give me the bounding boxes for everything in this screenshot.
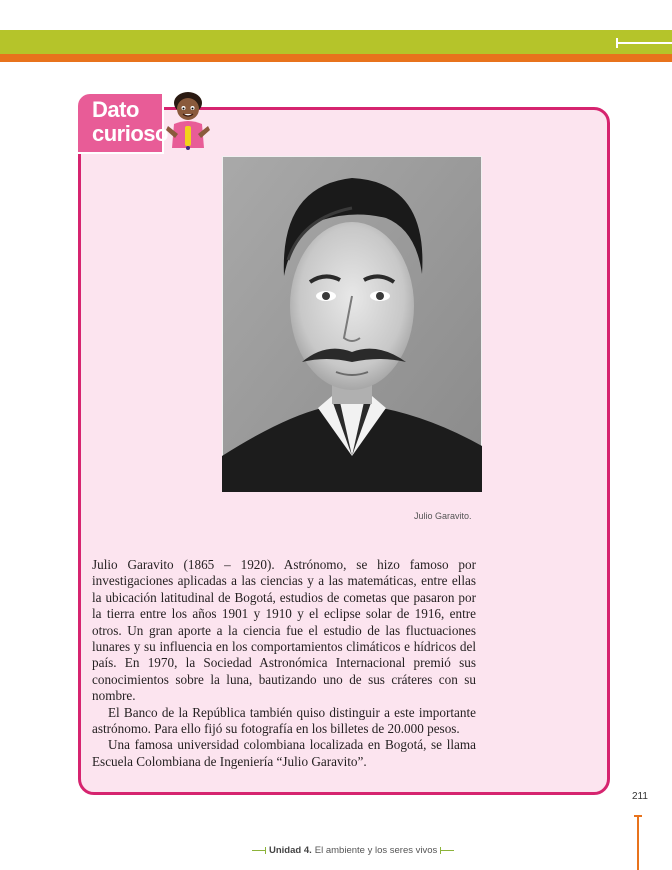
- paragraph-1: Julio Garavito (1865 – 1920). Astrónomo, se hizo famoso por investigaciones aplicadas a las ciencias y a las matemáticas, entre ellas la ubicación latitudinal de Bogotá, estudios de cometas que pasaron por la tierra entre los años 1901 y 1910 y el eclipse solar de 1916, entre otros. Un gran aporte a la ciencia fue el estudio de las fluctuaciones lunares y su influencia en los comportamientos climáticos e hídricos del país. En 1970, la Sociedad Astronómica Internacional premió sus conocimientos sobre la luna, bautizando uno de sus cráteres con su nombre.: [92, 557, 476, 704]
- header-band-green: [0, 30, 672, 54]
- header-marker: [616, 42, 672, 44]
- footer-title: El ambiente y los seres vivos: [314, 845, 438, 856]
- page-number: 211: [632, 791, 648, 802]
- paragraph-2: El Banco de la República también quiso distinguir a este importante astrónomo. Para ello fijó su fotografía en los billetes de 20.000 pesos.: [92, 704, 476, 737]
- mascot-icon: [166, 90, 210, 158]
- julio-garavito-portrait: [222, 156, 482, 492]
- footer: [252, 845, 454, 856]
- footer-right-rule: [440, 850, 454, 851]
- dato-curioso-tag: [76, 92, 168, 154]
- tag-title-line1: Dato: [92, 97, 139, 122]
- photo-caption: Julio Garavito.: [414, 511, 472, 521]
- page-side-marker: [637, 815, 639, 870]
- footer-unit: Unidad 4.: [269, 845, 312, 856]
- tag-title-line2: curioso: [92, 121, 168, 146]
- header-band-orange: [0, 54, 672, 62]
- paragraph-3: Una famosa universidad colombiana localizada en Bogotá, se llama Escuela Colombiana de Ingeniería “Julio Garavito”.: [92, 737, 476, 769]
- footer-left-rule: [252, 850, 266, 851]
- body-text: [92, 557, 476, 770]
